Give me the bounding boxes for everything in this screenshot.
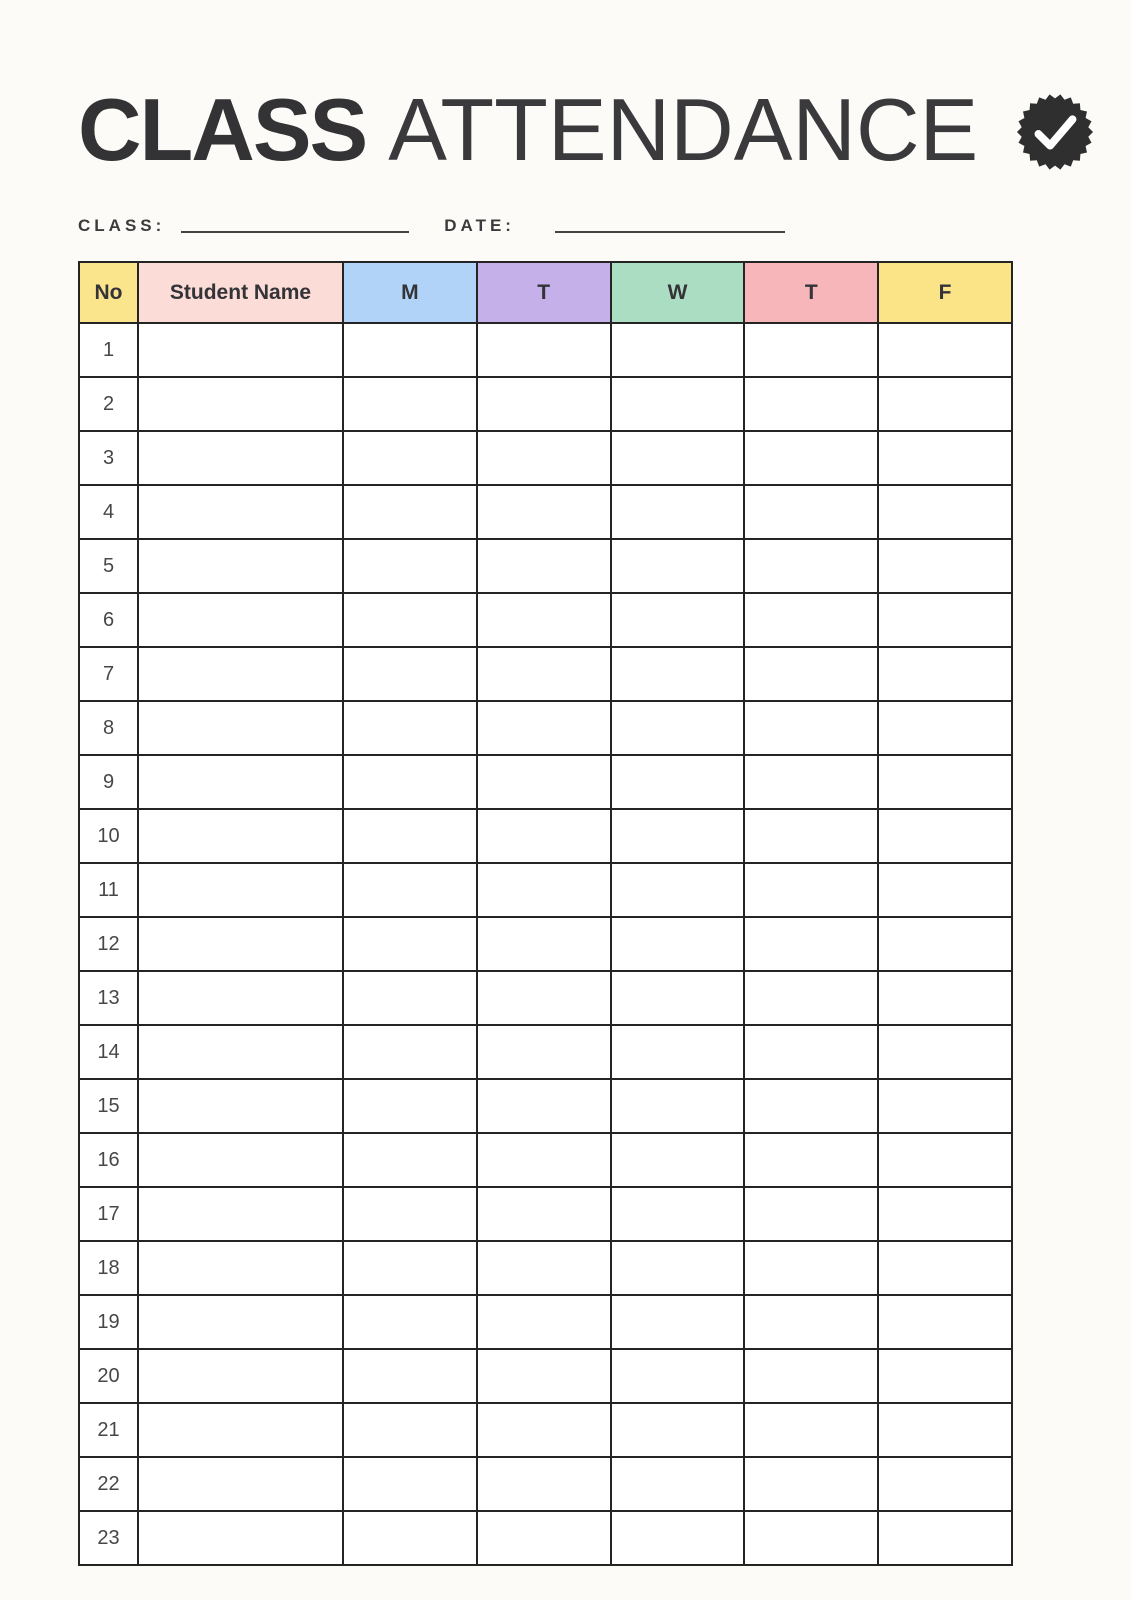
- cell-w: [611, 1133, 745, 1187]
- cell-f: [878, 1025, 1012, 1079]
- cell-student_name: [138, 1133, 343, 1187]
- column-header-student_name: Student Name: [138, 262, 343, 323]
- column-header-no: No: [79, 262, 138, 323]
- table-row: [79, 1403, 1012, 1457]
- cell-m: [343, 809, 477, 863]
- cell-t1: [477, 809, 611, 863]
- cell-f: [878, 539, 1012, 593]
- cell-t1: [477, 1457, 611, 1511]
- row-number: 8: [79, 701, 138, 755]
- table-row: [79, 485, 1012, 539]
- table-row: [79, 1187, 1012, 1241]
- cell-t1: [477, 917, 611, 971]
- cell-student_name: [138, 1457, 343, 1511]
- cell-student_name: [138, 539, 343, 593]
- cell-t2: [744, 1511, 878, 1565]
- cell-student_name: [138, 593, 343, 647]
- cell-m: [343, 1349, 477, 1403]
- cell-w: [611, 809, 745, 863]
- cell-m: [343, 863, 477, 917]
- cell-w: [611, 1457, 745, 1511]
- row-number: 19: [79, 1295, 138, 1349]
- cell-f: [878, 431, 1012, 485]
- row-number: 21: [79, 1403, 138, 1457]
- cell-f: [878, 1457, 1012, 1511]
- row-number: 10: [79, 809, 138, 863]
- cell-student_name: [138, 485, 343, 539]
- cell-f: [878, 647, 1012, 701]
- cell-t2: [744, 485, 878, 539]
- cell-f: [878, 323, 1012, 377]
- cell-t2: [744, 1349, 878, 1403]
- row-number: 6: [79, 593, 138, 647]
- cell-m: [343, 917, 477, 971]
- cell-f: [878, 1241, 1012, 1295]
- table-row: [79, 863, 1012, 917]
- table-row: [79, 701, 1012, 755]
- row-number: 17: [79, 1187, 138, 1241]
- table-row: [79, 1241, 1012, 1295]
- row-number: 22: [79, 1457, 138, 1511]
- cell-w: [611, 647, 745, 701]
- cell-t2: [744, 593, 878, 647]
- row-number: 16: [79, 1133, 138, 1187]
- row-number: 13: [79, 971, 138, 1025]
- table-row: [79, 1349, 1012, 1403]
- row-number: 9: [79, 755, 138, 809]
- cell-student_name: [138, 1349, 343, 1403]
- title-word-class: CLASS: [78, 80, 367, 179]
- table-row: [79, 809, 1012, 863]
- table-row: [79, 1511, 1012, 1565]
- column-header-w: W: [611, 262, 745, 323]
- cell-m: [343, 485, 477, 539]
- cell-student_name: [138, 917, 343, 971]
- cell-w: [611, 701, 745, 755]
- cell-student_name: [138, 971, 343, 1025]
- cell-t2: [744, 755, 878, 809]
- cell-w: [611, 917, 745, 971]
- cell-w: [611, 1241, 745, 1295]
- cell-m: [343, 1511, 477, 1565]
- row-number: 15: [79, 1079, 138, 1133]
- cell-f: [878, 1349, 1012, 1403]
- cell-m: [343, 1403, 477, 1457]
- cell-f: [878, 917, 1012, 971]
- cell-m: [343, 1187, 477, 1241]
- cell-w: [611, 1025, 745, 1079]
- cell-f: [878, 1403, 1012, 1457]
- page-title: [78, 80, 1053, 179]
- cell-t2: [744, 1187, 878, 1241]
- table-row: [79, 1079, 1012, 1133]
- attendance-table: [78, 261, 1013, 1566]
- cell-t1: [477, 1295, 611, 1349]
- cell-t2: [744, 1241, 878, 1295]
- cell-t1: [477, 1079, 611, 1133]
- cell-student_name: [138, 701, 343, 755]
- cell-student_name: [138, 1187, 343, 1241]
- cell-m: [343, 1295, 477, 1349]
- cell-m: [343, 539, 477, 593]
- row-number: 12: [79, 917, 138, 971]
- cell-student_name: [138, 1511, 343, 1565]
- class-fill-line: [181, 230, 409, 233]
- cell-w: [611, 539, 745, 593]
- row-number: 3: [79, 431, 138, 485]
- cell-f: [878, 1079, 1012, 1133]
- cell-t2: [744, 539, 878, 593]
- cell-f: [878, 863, 1012, 917]
- cell-m: [343, 431, 477, 485]
- table-row: [79, 647, 1012, 701]
- cell-t1: [477, 1349, 611, 1403]
- cell-t2: [744, 1133, 878, 1187]
- cell-w: [611, 1295, 745, 1349]
- cell-student_name: [138, 809, 343, 863]
- cell-m: [343, 971, 477, 1025]
- table-row: [79, 1295, 1012, 1349]
- cell-m: [343, 377, 477, 431]
- cell-t1: [477, 485, 611, 539]
- cell-student_name: [138, 431, 343, 485]
- row-number: 11: [79, 863, 138, 917]
- cell-m: [343, 1457, 477, 1511]
- cell-t2: [744, 1457, 878, 1511]
- cell-f: [878, 755, 1012, 809]
- seal-shape: [1017, 94, 1093, 169]
- cell-t2: [744, 701, 878, 755]
- cell-t1: [477, 755, 611, 809]
- table-row: [79, 431, 1012, 485]
- cell-t2: [744, 971, 878, 1025]
- cell-t1: [477, 1187, 611, 1241]
- cell-m: [343, 593, 477, 647]
- row-number: 2: [79, 377, 138, 431]
- cell-t2: [744, 1025, 878, 1079]
- column-header-t1: T: [477, 262, 611, 323]
- check-seal-icon: [1016, 93, 1094, 171]
- cell-f: [878, 809, 1012, 863]
- cell-t1: [477, 431, 611, 485]
- cell-w: [611, 755, 745, 809]
- table-row: [79, 1457, 1012, 1511]
- cell-m: [343, 755, 477, 809]
- cell-student_name: [138, 647, 343, 701]
- class-date-fields: [78, 210, 1053, 238]
- table-row: [79, 755, 1012, 809]
- row-number: 5: [79, 539, 138, 593]
- cell-m: [343, 1133, 477, 1187]
- cell-w: [611, 431, 745, 485]
- cell-t2: [744, 809, 878, 863]
- cell-t2: [744, 863, 878, 917]
- row-number: 20: [79, 1349, 138, 1403]
- table-row: [79, 917, 1012, 971]
- cell-w: [611, 323, 745, 377]
- cell-t2: [744, 647, 878, 701]
- row-number: 23: [79, 1511, 138, 1565]
- date-fill-line: [555, 230, 785, 233]
- cell-w: [611, 593, 745, 647]
- cell-t1: [477, 539, 611, 593]
- row-number: 4: [79, 485, 138, 539]
- cell-w: [611, 863, 745, 917]
- cell-student_name: [138, 1403, 343, 1457]
- cell-student_name: [138, 1295, 343, 1349]
- cell-f: [878, 485, 1012, 539]
- cell-student_name: [138, 1079, 343, 1133]
- cell-t2: [744, 431, 878, 485]
- cell-m: [343, 1079, 477, 1133]
- cell-f: [878, 593, 1012, 647]
- cell-t1: [477, 971, 611, 1025]
- title-word-attendance: ATTENDANCE: [388, 80, 979, 179]
- cell-w: [611, 377, 745, 431]
- cell-t1: [477, 593, 611, 647]
- cell-t1: [477, 701, 611, 755]
- cell-w: [611, 971, 745, 1025]
- cell-t1: [477, 1025, 611, 1079]
- column-header-m: M: [343, 262, 477, 323]
- page-title-text: [78, 80, 979, 179]
- table-row: [79, 377, 1012, 431]
- cell-t1: [477, 377, 611, 431]
- column-header-f: F: [878, 262, 1012, 323]
- column-header-t2: T: [744, 262, 878, 323]
- cell-m: [343, 323, 477, 377]
- cell-t2: [744, 323, 878, 377]
- cell-t2: [744, 377, 878, 431]
- cell-t1: [477, 323, 611, 377]
- cell-student_name: [138, 323, 343, 377]
- cell-t1: [477, 1133, 611, 1187]
- row-number: 7: [79, 647, 138, 701]
- cell-student_name: [138, 755, 343, 809]
- cell-f: [878, 1295, 1012, 1349]
- row-number: 18: [79, 1241, 138, 1295]
- cell-student_name: [138, 377, 343, 431]
- table-row: [79, 539, 1012, 593]
- cell-w: [611, 1349, 745, 1403]
- cell-t2: [744, 1079, 878, 1133]
- cell-student_name: [138, 863, 343, 917]
- cell-t2: [744, 1295, 878, 1349]
- cell-w: [611, 1403, 745, 1457]
- table-row: [79, 323, 1012, 377]
- cell-f: [878, 377, 1012, 431]
- header-row: [79, 262, 1012, 323]
- table-row: [79, 971, 1012, 1025]
- cell-m: [343, 1025, 477, 1079]
- cell-t1: [477, 863, 611, 917]
- cell-m: [343, 1241, 477, 1295]
- cell-m: [343, 647, 477, 701]
- cell-t2: [744, 917, 878, 971]
- date-label: DATE:: [444, 216, 515, 235]
- cell-m: [343, 701, 477, 755]
- cell-f: [878, 1511, 1012, 1565]
- table-row: [79, 593, 1012, 647]
- row-number: 14: [79, 1025, 138, 1079]
- cell-t1: [477, 1241, 611, 1295]
- table-body: [79, 323, 1012, 1565]
- cell-f: [878, 971, 1012, 1025]
- cell-f: [878, 701, 1012, 755]
- class-label: CLASS:: [78, 216, 166, 235]
- cell-w: [611, 1511, 745, 1565]
- cell-w: [611, 1079, 745, 1133]
- cell-t1: [477, 647, 611, 701]
- cell-w: [611, 1187, 745, 1241]
- cell-student_name: [138, 1241, 343, 1295]
- cell-f: [878, 1187, 1012, 1241]
- table-row: [79, 1133, 1012, 1187]
- cell-t1: [477, 1403, 611, 1457]
- table-row: [79, 1025, 1012, 1079]
- row-number: 1: [79, 323, 138, 377]
- cell-w: [611, 485, 745, 539]
- cell-student_name: [138, 1025, 343, 1079]
- cell-t1: [477, 1511, 611, 1565]
- cell-t2: [744, 1403, 878, 1457]
- cell-f: [878, 1133, 1012, 1187]
